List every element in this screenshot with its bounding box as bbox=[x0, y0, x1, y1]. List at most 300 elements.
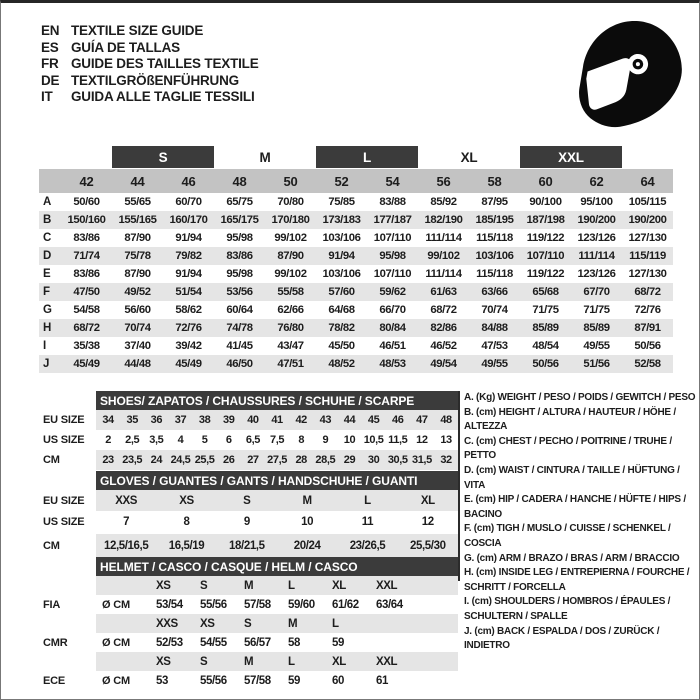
language-row bbox=[41, 40, 259, 57]
section-row-values bbox=[96, 410, 458, 430]
measurement-value: 70/74 bbox=[481, 304, 508, 316]
helmet-value-row bbox=[43, 595, 461, 614]
size-group-label: L bbox=[316, 146, 418, 168]
helmet-value-row bbox=[43, 633, 461, 652]
measurement-value: 84/88 bbox=[481, 322, 508, 334]
measurement-value: 49/55 bbox=[481, 358, 508, 370]
size-number: 56 bbox=[436, 173, 451, 189]
measurement-value: 54/58 bbox=[73, 304, 100, 316]
legend-item: D. (cm) WAIST / CINTURA / TAILLE / HÜFTUNG / VITA bbox=[464, 464, 680, 491]
measurement-row-label: F bbox=[43, 286, 50, 298]
section-value: 11 bbox=[361, 515, 374, 528]
measurement-value: 44/48 bbox=[124, 358, 151, 370]
measurement-value: 99/102 bbox=[274, 232, 307, 244]
helmet-circumference-value: 56/57 bbox=[244, 636, 271, 649]
measurement-row-label: G bbox=[43, 304, 52, 316]
section-value: 30 bbox=[367, 454, 380, 466]
measurement-row bbox=[39, 211, 673, 229]
measurement-value: 35/38 bbox=[73, 340, 100, 352]
measurement-value: 190/200 bbox=[577, 214, 616, 226]
measurement-value: 76/80 bbox=[277, 322, 304, 334]
guide-title: TEXTILE SIZE GUIDE bbox=[71, 23, 204, 38]
section-value: 7 bbox=[123, 515, 130, 528]
helmet-size-label: XS bbox=[200, 617, 215, 630]
measurement-value: 115/118 bbox=[476, 268, 513, 280]
section-row-label: CM bbox=[43, 454, 60, 466]
helmet-circumference-value: 53 bbox=[156, 674, 168, 687]
section-value: 6 bbox=[225, 434, 232, 446]
measurement-value: 60/70 bbox=[175, 196, 202, 208]
section-value: 48 bbox=[440, 414, 452, 426]
section-value: XXS bbox=[115, 494, 138, 507]
language-title-list bbox=[41, 23, 259, 106]
measurement-value: 51/56 bbox=[583, 358, 610, 370]
size-number: 54 bbox=[385, 173, 400, 189]
size-number: 50 bbox=[283, 173, 298, 189]
helmet-size-label: XXL bbox=[376, 655, 398, 668]
measurement-value: 87/90 bbox=[124, 268, 151, 280]
measurement-value: 46/52 bbox=[430, 340, 457, 352]
measurement-value: 71/75 bbox=[532, 304, 559, 316]
section-value: 26 bbox=[223, 454, 235, 466]
standard-label: CMR bbox=[43, 636, 68, 649]
measurement-value: 68/72 bbox=[73, 322, 100, 334]
section-value: 18/21,5 bbox=[229, 540, 265, 552]
section-value: 23 bbox=[102, 454, 114, 466]
legend-item: B. (cm) HEIGHT / ALTURA / HAUTEUR / HÖHE / ALTEZZA bbox=[464, 406, 676, 433]
section-value: 23,5 bbox=[122, 454, 143, 466]
helmet-size-label: XXS bbox=[156, 617, 178, 630]
helmet-circumference-value: 54/55 bbox=[200, 636, 227, 649]
section-row-values bbox=[96, 450, 458, 470]
measurement-value: 65/75 bbox=[226, 196, 253, 208]
measurement-value: 50/60 bbox=[73, 196, 100, 208]
language-row bbox=[41, 89, 259, 106]
measurement-value: 48/52 bbox=[328, 358, 355, 370]
section-value: 24,5 bbox=[170, 454, 191, 466]
measurement-row bbox=[39, 229, 673, 247]
section-row bbox=[43, 410, 461, 430]
measurement-row-label: E bbox=[43, 268, 51, 280]
size-number: 44 bbox=[130, 173, 145, 189]
helmet-circumference-value: 59/60 bbox=[288, 598, 315, 611]
language-row bbox=[41, 73, 259, 90]
measurement-value: 185/195 bbox=[475, 214, 514, 226]
measurement-value: 87/90 bbox=[124, 232, 151, 244]
section-value: 20/24 bbox=[293, 540, 321, 552]
shoes-section-title: SHOES/ ZAPATOS / CHAUSSURES / SCHUHE / SCARPE bbox=[96, 391, 458, 410]
measurement-value: 160/170 bbox=[169, 214, 208, 226]
measurement-value: 170/180 bbox=[271, 214, 310, 226]
legend-item: J. (cm) BACK / ESPALDA / DOS / ZURÜCK / INDIETRO bbox=[464, 625, 660, 652]
language-code: DE bbox=[41, 72, 60, 88]
legend-item: I. (cm) SHOULDERS / HOMBROS / ÉPAULES / SCHULTERN / SPALLE bbox=[464, 596, 671, 622]
measurement-row bbox=[39, 283, 673, 301]
section-row-label: US SIZE bbox=[43, 434, 85, 446]
helmet-circumference-value: 55/56 bbox=[200, 674, 227, 687]
measurement-value: 83/86 bbox=[226, 250, 253, 262]
size-group-label: S bbox=[112, 146, 214, 168]
measurement-value: 55/65 bbox=[124, 196, 151, 208]
section-value: 9 bbox=[322, 434, 329, 446]
section-value: 12 bbox=[416, 434, 428, 446]
measurement-row bbox=[39, 193, 673, 211]
measurement-value: 52/58 bbox=[634, 358, 661, 370]
diameter-unit-label: Ø CM bbox=[102, 674, 130, 687]
helmet-circumference-value: 57/58 bbox=[244, 674, 271, 687]
helmet-circumference-value: 59 bbox=[332, 636, 344, 649]
measurement-row bbox=[39, 265, 673, 283]
measurement-value: 177/187 bbox=[373, 214, 412, 226]
helmet-section-title: HELMET / CASCO / CASQUE / HELM / CASCO bbox=[96, 557, 458, 576]
measurement-value: 83/86 bbox=[73, 268, 100, 280]
measurement-row bbox=[39, 337, 673, 355]
section-row-label: US SIZE bbox=[43, 515, 85, 528]
measurement-value: 71/74 bbox=[73, 250, 100, 262]
size-group-label: XXL bbox=[520, 146, 622, 168]
helmet-circumference-value: 53/54 bbox=[156, 598, 183, 611]
measurement-value: 53/56 bbox=[226, 286, 253, 298]
helmet-circumference-value: 55/56 bbox=[200, 598, 227, 611]
section-row-values bbox=[96, 534, 458, 558]
section-value: 5 bbox=[201, 434, 208, 446]
diameter-unit-label: Ø CM bbox=[102, 636, 130, 649]
measurement-value: 99/102 bbox=[274, 268, 307, 280]
section-row bbox=[43, 430, 461, 450]
measurement-value: 127/130 bbox=[628, 268, 667, 280]
size-number: 60 bbox=[538, 173, 553, 189]
guide-title: GUIDA ALLE TAGLIE TESSILI bbox=[71, 89, 255, 104]
helmet-size-label: M bbox=[288, 617, 298, 630]
measurement-value: 49/54 bbox=[430, 358, 457, 370]
measurement-value: 75/85 bbox=[328, 196, 355, 208]
size-number: 62 bbox=[589, 173, 604, 189]
measurement-value: 173/183 bbox=[322, 214, 361, 226]
helmet-size-label: L bbox=[332, 617, 339, 630]
measurement-value: 49/55 bbox=[583, 340, 610, 352]
size-number-row bbox=[39, 169, 673, 193]
measurement-value: 119/122 bbox=[526, 268, 565, 280]
measurement-value: 87/95 bbox=[481, 196, 508, 208]
helmet-size-label: L bbox=[288, 655, 295, 668]
diameter-unit-label: Ø CM bbox=[102, 598, 130, 611]
legend-item: E. (cm) HIP / CADERA / HANCHE / HÜFTE / HIPS / BACINO bbox=[464, 494, 686, 520]
measurement-value: 71/75 bbox=[583, 304, 610, 316]
measurement-value: 95/100 bbox=[580, 196, 613, 208]
measurement-value: 85/89 bbox=[583, 322, 610, 334]
section-value: 10,5 bbox=[363, 434, 384, 446]
helmet-size-label: XL bbox=[332, 655, 346, 668]
standard-label: ECE bbox=[43, 674, 66, 687]
section-value: 39 bbox=[223, 414, 235, 426]
helmet-size-label: XS bbox=[156, 655, 171, 668]
helmet-size-label: XS bbox=[156, 579, 171, 592]
measurement-value: 103/106 bbox=[322, 268, 361, 280]
measurement-value: 56/60 bbox=[124, 304, 151, 316]
helmet-size-label: M bbox=[244, 655, 254, 668]
section-row-values bbox=[96, 430, 458, 450]
helmet-size-label: S bbox=[244, 617, 252, 630]
section-value: 34 bbox=[102, 414, 114, 426]
section-value: 27,5 bbox=[267, 454, 287, 466]
section-value: 40 bbox=[247, 414, 259, 426]
section-value: 8 bbox=[298, 434, 305, 446]
measurement-value: 70/74 bbox=[124, 322, 151, 334]
measurement-value: 80/84 bbox=[379, 322, 406, 334]
section-value: 10 bbox=[301, 515, 314, 528]
helmet-icon bbox=[571, 15, 693, 137]
measurement-value: 95/98 bbox=[226, 232, 253, 244]
measurement-row-label: C bbox=[43, 232, 51, 244]
language-row bbox=[41, 56, 259, 73]
measurement-value: 45/49 bbox=[175, 358, 202, 370]
helmet-size-row bbox=[43, 614, 461, 633]
section-row-label: EU SIZE bbox=[43, 414, 85, 426]
language-row bbox=[41, 23, 259, 40]
helmet-circumference-value: 57/58 bbox=[244, 598, 271, 611]
measurement-value: 62/66 bbox=[277, 304, 304, 316]
helmet-size-row bbox=[43, 576, 461, 595]
size-number: 52 bbox=[334, 173, 349, 189]
measurement-value: 70/80 bbox=[277, 196, 304, 208]
gloves-section-title: GLOVES / GUANTES / GANTS / HANDSCHUHE / GUANTI bbox=[96, 471, 458, 490]
measurement-value: 123/126 bbox=[577, 232, 616, 244]
helmet-size-labels bbox=[96, 576, 458, 595]
section-value: M bbox=[302, 494, 312, 507]
measurement-value: 61/63 bbox=[430, 286, 457, 298]
helmet-size-labels bbox=[96, 614, 458, 633]
measurement-row-label: D bbox=[43, 250, 51, 262]
measurement-row-label: B bbox=[43, 214, 51, 226]
section-value: 43 bbox=[319, 414, 332, 426]
helmet-size-row bbox=[43, 652, 461, 671]
guide-title: GUIDE DES TAILLES TEXTILE bbox=[71, 56, 259, 71]
section-value: XL bbox=[420, 494, 435, 507]
language-code: FR bbox=[41, 56, 59, 71]
measurement-value: 107/110 bbox=[526, 250, 565, 262]
measurement-value: 187/198 bbox=[526, 214, 565, 226]
size-number: 48 bbox=[232, 173, 247, 189]
measurement-value: 111/114 bbox=[578, 250, 615, 262]
measurement-value: 87/90 bbox=[277, 250, 304, 262]
measurement-value: 48/54 bbox=[532, 340, 559, 352]
measurement-value: 48/53 bbox=[379, 358, 406, 370]
measurement-value: 103/106 bbox=[475, 250, 514, 262]
section-value: 25,5/30 bbox=[410, 540, 446, 552]
section-row bbox=[43, 490, 461, 511]
section-value: 2,5 bbox=[125, 434, 140, 446]
measurement-value: 182/190 bbox=[424, 214, 463, 226]
measurement-value: 50/56 bbox=[532, 358, 559, 370]
size-number: 64 bbox=[640, 173, 655, 189]
measurement-value: 68/72 bbox=[634, 286, 661, 298]
measurement-value: 60/64 bbox=[226, 304, 253, 316]
measurement-value: 123/126 bbox=[577, 268, 616, 280]
helmet-size-label: S bbox=[200, 579, 208, 592]
section-value: 35 bbox=[126, 414, 138, 426]
measurement-value: 63/66 bbox=[481, 286, 508, 298]
textile-size-table bbox=[39, 145, 673, 373]
measurement-value: 99/102 bbox=[427, 250, 460, 262]
section-value: 23/26,5 bbox=[349, 540, 386, 552]
measurement-value: 115/118 bbox=[476, 232, 513, 244]
helmet-size-labels bbox=[96, 652, 458, 671]
measurement-row-label: J bbox=[43, 358, 49, 370]
section-row-label: CM bbox=[43, 540, 60, 552]
standard-label: FIA bbox=[43, 598, 61, 611]
section-value: 4 bbox=[177, 434, 184, 446]
helmet-circumference-value: 59 bbox=[288, 674, 300, 687]
helmet-circumference-value: 58 bbox=[288, 636, 300, 649]
measurement-value: 190/200 bbox=[628, 214, 667, 226]
section-value: 38 bbox=[198, 414, 211, 426]
section-value: 42 bbox=[295, 414, 307, 426]
helmet-circumference-value: 61 bbox=[376, 674, 388, 687]
measurement-value: 47/51 bbox=[277, 358, 304, 370]
size-number: 46 bbox=[181, 173, 196, 189]
measurement-value: 39/42 bbox=[175, 340, 202, 352]
measurement-value: 47/53 bbox=[481, 340, 508, 352]
section-row bbox=[43, 450, 461, 470]
measurement-value: 87/91 bbox=[634, 322, 661, 334]
gloves-size-table bbox=[43, 471, 461, 558]
section-value: 11,5 bbox=[388, 434, 408, 446]
section-value: 27 bbox=[247, 454, 259, 466]
language-code: ES bbox=[41, 39, 59, 55]
measurement-value: 83/88 bbox=[379, 196, 406, 208]
measurement-value: 43/47 bbox=[277, 340, 304, 352]
section-value: 12,5/16,5 bbox=[103, 540, 149, 552]
measurement-value: 105/115 bbox=[628, 196, 667, 208]
measurement-value: 165/175 bbox=[220, 214, 259, 226]
measurement-row-label: H bbox=[43, 322, 51, 334]
helmet-circumference-value: 60 bbox=[332, 674, 344, 687]
legend-divider-line bbox=[458, 391, 460, 581]
helmet-circumference-value: 63/64 bbox=[376, 598, 403, 611]
measurement-row bbox=[39, 247, 673, 265]
measurement-value: 115/119 bbox=[629, 250, 666, 262]
section-row-values bbox=[96, 511, 458, 532]
measurement-legend bbox=[464, 391, 696, 654]
measurement-value: 79/82 bbox=[175, 250, 202, 262]
legend-item: G. (cm) ARM / BRAZO / BRAS / ARM / BRACCIO bbox=[464, 552, 680, 564]
section-row-label: EU SIZE bbox=[43, 494, 85, 507]
measurement-value: 64/68 bbox=[328, 304, 355, 316]
measurement-value: 66/70 bbox=[379, 304, 406, 316]
measurement-value: 83/86 bbox=[73, 232, 100, 244]
helmet-circumference-value: 61/62 bbox=[332, 598, 359, 611]
measurement-row-label: A bbox=[43, 196, 51, 208]
language-code: EN bbox=[41, 23, 60, 38]
measurement-value: 58/62 bbox=[175, 304, 202, 316]
measurement-value: 150/160 bbox=[67, 214, 106, 226]
helmet-size-label: M bbox=[244, 579, 254, 592]
measurement-value: 41/45 bbox=[226, 340, 253, 352]
measurement-value: 45/50 bbox=[328, 340, 355, 352]
guide-title: TEXTILGRÖßENFÜHRUNG bbox=[71, 72, 239, 88]
helmet-values bbox=[96, 633, 458, 652]
section-row-values bbox=[96, 490, 458, 511]
measurement-row bbox=[39, 301, 673, 319]
section-value: 29 bbox=[343, 454, 356, 466]
measurement-value: 46/50 bbox=[226, 358, 253, 370]
measurement-value: 68/72 bbox=[430, 304, 457, 316]
measurement-value: 103/106 bbox=[322, 232, 361, 244]
helmet-values bbox=[96, 595, 458, 614]
section-value: 28,5 bbox=[315, 454, 336, 466]
measurement-value: 46/51 bbox=[379, 340, 406, 352]
measurement-value: 119/122 bbox=[526, 232, 565, 244]
measurement-value: 49/52 bbox=[124, 286, 151, 298]
section-value: 32 bbox=[440, 454, 452, 466]
helmet-size-label: XL bbox=[332, 579, 346, 592]
measurement-value: 78/82 bbox=[328, 322, 355, 334]
section-value: 2 bbox=[105, 434, 111, 446]
section-row bbox=[43, 534, 461, 558]
legend-item: A. (Kg) WEIGHT / PESO / POIDS / GEWITCH / PESO bbox=[464, 392, 696, 403]
size-group-label: XL bbox=[460, 149, 478, 165]
measurement-value: 91/94 bbox=[175, 268, 202, 280]
measurement-value: 75/78 bbox=[124, 250, 151, 262]
measurement-value: 47/50 bbox=[73, 286, 100, 298]
measurement-value: 74/78 bbox=[226, 322, 253, 334]
measurement-value: 72/76 bbox=[634, 304, 661, 316]
shoes-size-table bbox=[43, 391, 461, 470]
section-value: 30,5 bbox=[387, 454, 408, 466]
size-group-label: M bbox=[259, 149, 271, 165]
section-value: 37 bbox=[174, 414, 187, 426]
section-value: L bbox=[364, 494, 371, 507]
measurement-value: 85/92 bbox=[430, 196, 457, 208]
section-value: 44 bbox=[343, 414, 356, 426]
measurement-row bbox=[39, 355, 673, 373]
section-value: 36 bbox=[150, 414, 163, 426]
section-value: 8 bbox=[183, 515, 190, 528]
section-value: 12 bbox=[421, 515, 434, 528]
measurement-value: 51/54 bbox=[175, 286, 202, 298]
section-value: 9 bbox=[243, 515, 250, 528]
helmet-value-row bbox=[43, 671, 461, 690]
measurement-value: 82/86 bbox=[430, 322, 457, 334]
measurement-value: 91/94 bbox=[328, 250, 355, 262]
guide-title: GUÍA DE TALLAS bbox=[71, 39, 180, 55]
section-value: 6,5 bbox=[245, 434, 260, 446]
measurement-value: 55/58 bbox=[277, 286, 304, 298]
section-value: 46 bbox=[392, 414, 404, 426]
section-value: XS bbox=[179, 494, 194, 507]
section-value: 41 bbox=[271, 414, 283, 426]
measurement-value: 127/130 bbox=[628, 232, 667, 244]
section-value: 45 bbox=[367, 414, 380, 426]
size-number: 42 bbox=[79, 173, 94, 189]
measurement-value: 155/165 bbox=[118, 214, 157, 226]
helmet-size-table bbox=[43, 557, 461, 690]
section-row bbox=[43, 511, 461, 532]
legend-item: H. (cm) INSIDE LEG / ENTREPIERNA / FOURCHE / SCHRITT / FORCELLA bbox=[464, 567, 690, 593]
measurement-value: 50/56 bbox=[634, 340, 661, 352]
helmet-circumference-value: 52/53 bbox=[156, 636, 183, 649]
section-value: 25,5 bbox=[194, 454, 215, 466]
measurement-value: 111/114 bbox=[425, 232, 462, 244]
measurement-row bbox=[39, 319, 673, 337]
size-number: 58 bbox=[487, 173, 502, 189]
legend-item: F. (cm) TIGH / MUSLO / CUISSE / SCHENKEL / COSCIA bbox=[464, 523, 671, 549]
measurement-value: 65/68 bbox=[532, 286, 559, 298]
measurement-value: 59/62 bbox=[379, 286, 406, 298]
measurement-value: 45/49 bbox=[73, 358, 100, 370]
measurement-value: 111/114 bbox=[425, 268, 462, 280]
measurement-value: 95/98 bbox=[379, 250, 406, 262]
